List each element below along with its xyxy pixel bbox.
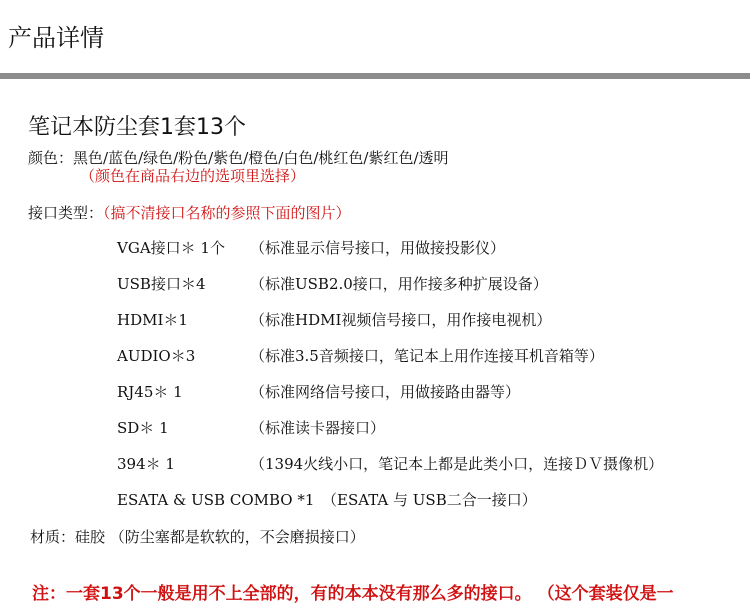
- color-list: 黑色/蓝色/绿色/粉色/紫色/橙色/白色/桃红色/紫红色/透明: [73, 149, 449, 167]
- port-name: 394＊ 1: [117, 455, 175, 473]
- port-desc: （标准读卡器接口）: [250, 419, 386, 437]
- port-desc: （标准3.5音频接口，笔记本上用作连接耳机音箱等）: [250, 347, 604, 365]
- product-title: 笔记本防尘套1套13个: [28, 115, 246, 140]
- port-name: RJ45＊ 1: [117, 383, 183, 401]
- header-divider: [0, 73, 750, 79]
- port-type-row: [28, 203, 351, 223]
- note-text: 注：一套13个一般是用不上全部的，有的本本没有那么多的接口。 （这个套装仅是一: [32, 584, 674, 604]
- color-label: 颜色：: [28, 149, 74, 167]
- port-name: AUDIO＊3: [117, 347, 196, 365]
- port-name: SD＊ 1: [117, 419, 169, 437]
- port-name: HDMI＊1: [117, 311, 188, 329]
- port-type-hint: （搞不清接口名称的参照下面的图片）: [103, 204, 351, 222]
- port-name: USB接口＊4: [117, 275, 206, 293]
- port-type-label: 接口类型：: [28, 204, 104, 222]
- material-value: 硅胶 （防尘塞都是软软的，不会磨损接口）: [75, 528, 365, 546]
- port-desc: （1394火线小口，笔记本上都是此类小口，连接ＤＶ摄像机）: [250, 455, 664, 473]
- color-hint: （颜色在商品右边的选项里选择）: [80, 167, 306, 185]
- port-name: VGA接口＊ 1个: [117, 239, 225, 257]
- port-desc: （标准显示信号接口，用做接投影仪）: [250, 239, 506, 257]
- port-name: ESATA & USB COMBO *1: [117, 491, 315, 509]
- port-desc: （标准HDMI视频信号接口，用作接电视机）: [250, 311, 552, 329]
- header-title: 产品详情: [8, 24, 104, 52]
- material-label: 材质：: [30, 528, 76, 546]
- port-desc: （标准网络信号接口，用做接路由器等）: [250, 383, 521, 401]
- port-desc: （ESATA 与 USB二合一接口）: [322, 491, 537, 509]
- color-row: [28, 148, 449, 168]
- port-desc: （标准USB2.0接口，用作接多种扩展设备）: [250, 275, 548, 293]
- material-row: [30, 527, 365, 547]
